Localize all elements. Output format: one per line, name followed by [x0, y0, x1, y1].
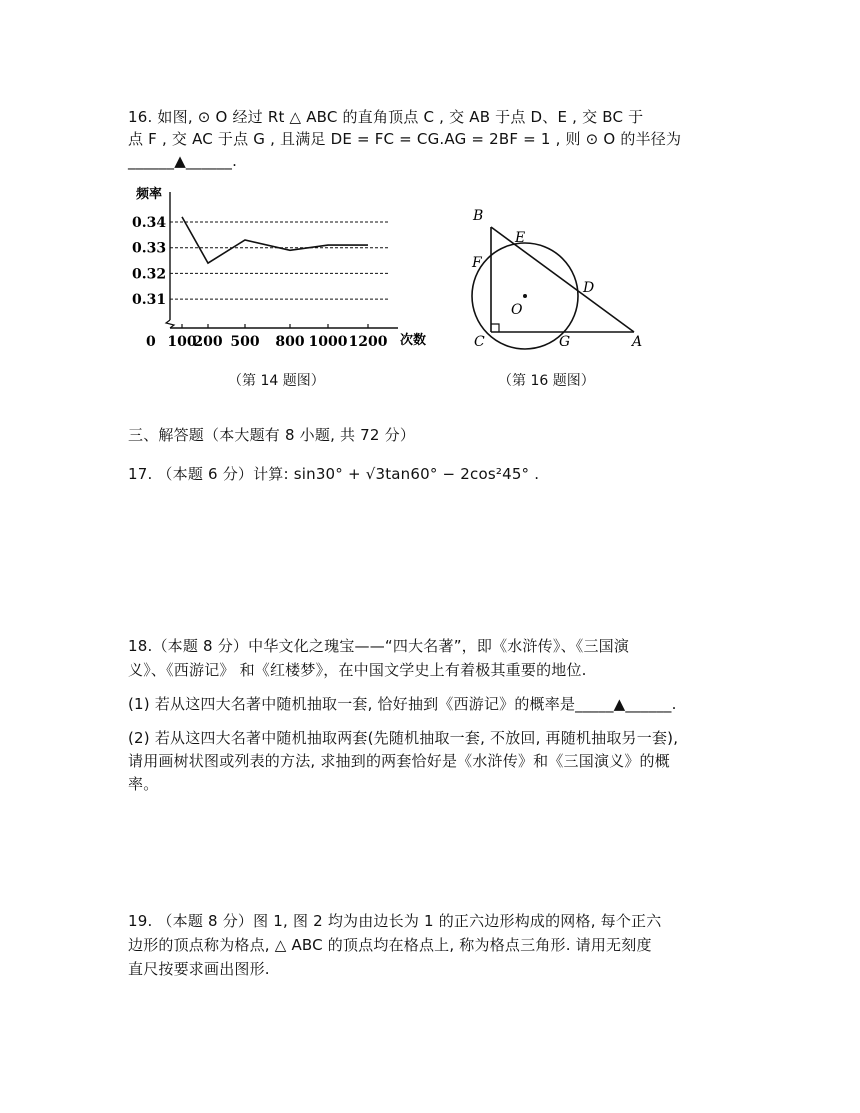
x-tick-label: 1000: [308, 334, 348, 350]
label-A: A: [632, 334, 643, 350]
label-O: O: [511, 302, 523, 318]
q16-line3: ______▲______.: [128, 152, 238, 170]
y-tick-label: 0.31: [132, 292, 167, 309]
q18-part2-line1: (2) 若从这四大名著中随机抽取两套(先随机抽取一套, 不放回, 再随机抽取另一套),: [128, 729, 679, 747]
q18-part2-line2: 请用画树状图或列表的方法, 求抽到的两套恰好是《水浒传》和《三国演义》的概: [128, 752, 670, 770]
q18-part2-line3: 率。: [128, 775, 159, 793]
q19-line3: 直尺按要求画出图形.: [128, 960, 270, 978]
q18-line1: 18.（本题 8 分）中华文化之瑰宝——“四大名著”，即《水浒传》、《三国演: [128, 637, 630, 655]
y-tick-label: 0.34: [132, 215, 167, 231]
fig14-origin: 0: [146, 334, 156, 350]
y-tick-label: 0.33: [132, 240, 167, 257]
label-C: C: [474, 334, 485, 350]
fig16-diagram: [462, 200, 662, 360]
x-tick-label: 500: [230, 334, 260, 350]
fig16-caption: （第 16 题图）: [498, 373, 595, 389]
section3-heading: 三、解答题（本大题有 8 小题, 共 72 分）: [128, 426, 416, 444]
q18-part1: (1) 若从这四大名著中随机抽取一套, 恰好抽到《西游记》的概率是_____▲______.: [128, 695, 677, 713]
x-tick-label: 1200: [348, 334, 388, 350]
q17-text: 17. （本题 6 分）计算: sin30° + √3tan60° − 2cos²45° .: [128, 465, 540, 483]
label-B: B: [473, 208, 484, 224]
label-G: G: [559, 334, 571, 350]
fig14-caption: （第 14 题图）: [228, 373, 325, 389]
x-tick-label: 100: [167, 334, 197, 350]
x-tick-label: 200: [193, 334, 223, 350]
label-F: F: [472, 255, 482, 271]
axis-break: [166, 320, 174, 328]
q19-line2: 边形的顶点称为格点, △ ABC 的顶点均在格点上, 称为格点三角形. 请用无刻度: [128, 936, 652, 954]
right-angle-mark: [491, 324, 499, 332]
fig14-xlabel: 次数: [400, 333, 427, 348]
fig14-chart: [128, 182, 438, 354]
center-O-dot: [523, 294, 527, 298]
fig14-ylabel: 频率: [136, 187, 163, 202]
x-tick-label: 800: [275, 334, 305, 350]
y-tick-label: 0.32: [132, 266, 167, 283]
q19-line1: 19. （本题 8 分）图 1, 图 2 均为由边长为 1 的正六边形构成的网格, 每个正六: [128, 912, 662, 930]
q18-line2: 义》、《西游记》 和《红楼梦》，在中国文学史上有着极其重要的地位.: [128, 661, 587, 679]
q16-line1: 16. 如图, ⊙ O 经过 Rt △ ABC 的直角顶点 C , 交 AB 于点 D、E , 交 BC 于: [128, 108, 644, 126]
q16-line2: 点 F , 交 AC 于点 G , 且满足 DE = FC = CG.AG = 2BF = 1 , 则 ⊙ O 的半径为: [128, 130, 682, 148]
label-E: E: [515, 230, 526, 246]
series-line: [182, 217, 368, 263]
label-D: D: [583, 280, 595, 296]
